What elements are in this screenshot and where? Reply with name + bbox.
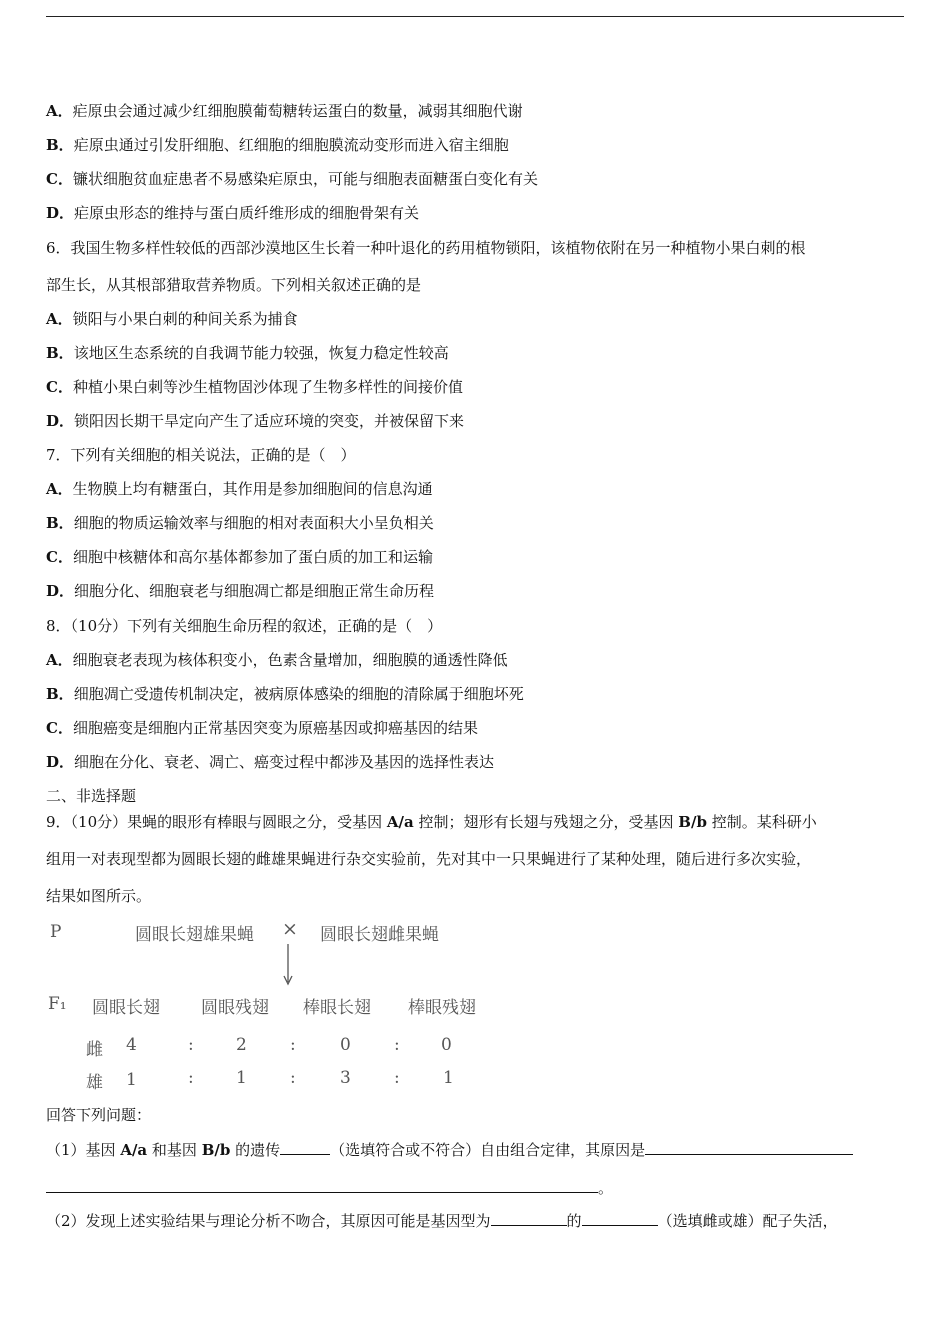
q5-option-d: D．疟原虫形态的维持与蛋白质纤维形成的细胞骨架有关: [46, 204, 420, 222]
sub-question-1-cont: 。: [46, 1177, 613, 1198]
ratio-value: 1: [443, 1068, 454, 1088]
q6-stem-line2: 部生长，从其根部猎取营养物质。下列相关叙述正确的是: [46, 276, 422, 294]
q5-option-b: B．疟原虫通过引发肝细胞、红细胞的细胞膜流动变形而进入宿主细胞: [46, 136, 509, 154]
q6-option-a: A．锁阳与小果白刺的种间关系为捕食: [46, 310, 298, 328]
answer-blank[interactable]: [46, 1177, 598, 1193]
answer-intro: 回答下列问题：: [46, 1106, 152, 1124]
ratio-value: 0: [340, 1035, 351, 1055]
answer-blank[interactable]: [645, 1139, 853, 1155]
sex-label-female: 雌: [86, 1040, 103, 1060]
q9-stem-line1: 9．（10分）果蝇的眼形有棒眼与圆眼之分，受基因 A/a 控制；翅形有长翅与残翅之分，受基因 B/b 控制。某科研小: [46, 813, 817, 831]
q6-option-d: D．锁阳因长期干旱定向产生了适应环境的突变，并被保留下来: [46, 412, 465, 430]
ratio-colon: :: [394, 1068, 400, 1088]
q8-option-c: C．细胞癌变是细胞内正常基因突变为原癌基因或抑癌基因的结果: [46, 719, 478, 737]
female-parent-label: 圆眼长翅雌果蝇: [320, 925, 439, 945]
q7-stem: 7．下列有关细胞的相关说法，正确的是（ ）: [46, 446, 356, 464]
q7-option-b: B．细胞的物质运输效率与细胞的相对表面积大小呈负相关: [46, 514, 434, 532]
ratio-value: 0: [441, 1035, 452, 1055]
ratio-colon: :: [290, 1068, 296, 1088]
answer-blank[interactable]: [491, 1210, 567, 1226]
q8-stem: 8．（10分）下列有关细胞生命历程的叙述，正确的是（ ）: [46, 617, 443, 635]
ratio-colon: :: [394, 1035, 400, 1055]
phenotype-header: 棒眼残翅: [408, 998, 476, 1018]
ratio-value: 1: [236, 1068, 247, 1088]
phenotype-header: 圆眼长翅: [92, 998, 160, 1018]
phenotype-header: 棒眼长翅: [303, 998, 371, 1018]
top-rule: [46, 16, 904, 17]
q8-option-d: D．细胞在分化、衰老、凋亡、癌变过程中都涉及基因的选择性表达: [46, 753, 495, 771]
sub-question-2: （2）发现上述实验结果与理论分析不吻合，其原因可能是基因型为 的 （选填雌或雄）配子失活，: [46, 1212, 838, 1230]
ratio-value: 2: [236, 1035, 247, 1055]
phenotype-header: 圆眼残翅: [201, 998, 269, 1018]
q9-stem-line3: 结果如图所示。: [46, 887, 152, 905]
cross-symbol: ×: [282, 918, 298, 940]
male-parent-label: 圆眼长翅雄果蝇: [135, 925, 254, 945]
ratio-colon: :: [290, 1035, 296, 1055]
p-label: P: [50, 922, 62, 942]
section-heading: 二、非选择题: [46, 787, 137, 805]
q7-option-d: D．细胞分化、细胞衰老与细胞凋亡都是细胞正常生命历程: [46, 582, 435, 600]
ratio-colon: :: [188, 1035, 194, 1055]
q5-option-c: C．镰状细胞贫血症患者不易感染疟原虫，可能与细胞表面糖蛋白变化有关: [46, 170, 538, 188]
q7-option-c: C．细胞中核糖体和高尔基体都参加了蛋白质的加工和运输: [46, 548, 433, 566]
sex-label-male: 雄: [86, 1073, 103, 1093]
ratio-value: 3: [340, 1068, 351, 1088]
f1-label: F₁: [48, 994, 67, 1014]
q8-option-b: B．细胞凋亡受遗传机制决定，被病原体感染的细胞的清除属于细胞坏死: [46, 685, 524, 703]
q6-option-c: C．种植小果白刺等沙生植物固沙体现了生物多样性的间接价值: [46, 378, 463, 396]
q6-stem-line1: 6．我国生物多样性较低的西部沙漠地区生长着一种叶退化的药用植物锁阳，该植物依附在另一种植物小果白刺的根: [46, 239, 806, 257]
ratio-value: 4: [126, 1035, 137, 1055]
q5-option-a: A．疟原虫会通过减少红细胞膜葡萄糖转运蛋白的数量，减弱其细胞代谢: [46, 102, 523, 120]
q8-option-a: A．细胞衰老表现为核体积变小，色素含量增加，细胞膜的通透性降低: [46, 651, 508, 669]
q7-option-a: A．生物膜上均有糖蛋白，其作用是参加细胞间的信息沟通: [46, 480, 433, 498]
ratio-value: 1: [126, 1070, 137, 1090]
q6-option-b: B．该地区生态系统的自我调节能力较强，恢复力稳定性较高: [46, 344, 449, 362]
ratio-colon: :: [188, 1068, 194, 1088]
answer-blank[interactable]: [280, 1139, 330, 1155]
q9-stem-line2: 组用一对表现型都为圆眼长翅的雌雄果蝇进行杂交实验前，先对其中一只果蝇进行了某种处理，随后进行多次实验，: [46, 850, 812, 868]
sub-question-1: （1）基因 A/a 和基因 B/b 的遗传 （选填符合或不符合）自由组合定律，其原因是: [46, 1139, 853, 1160]
arrow-down-icon: [280, 944, 296, 988]
answer-blank[interactable]: [582, 1210, 658, 1226]
